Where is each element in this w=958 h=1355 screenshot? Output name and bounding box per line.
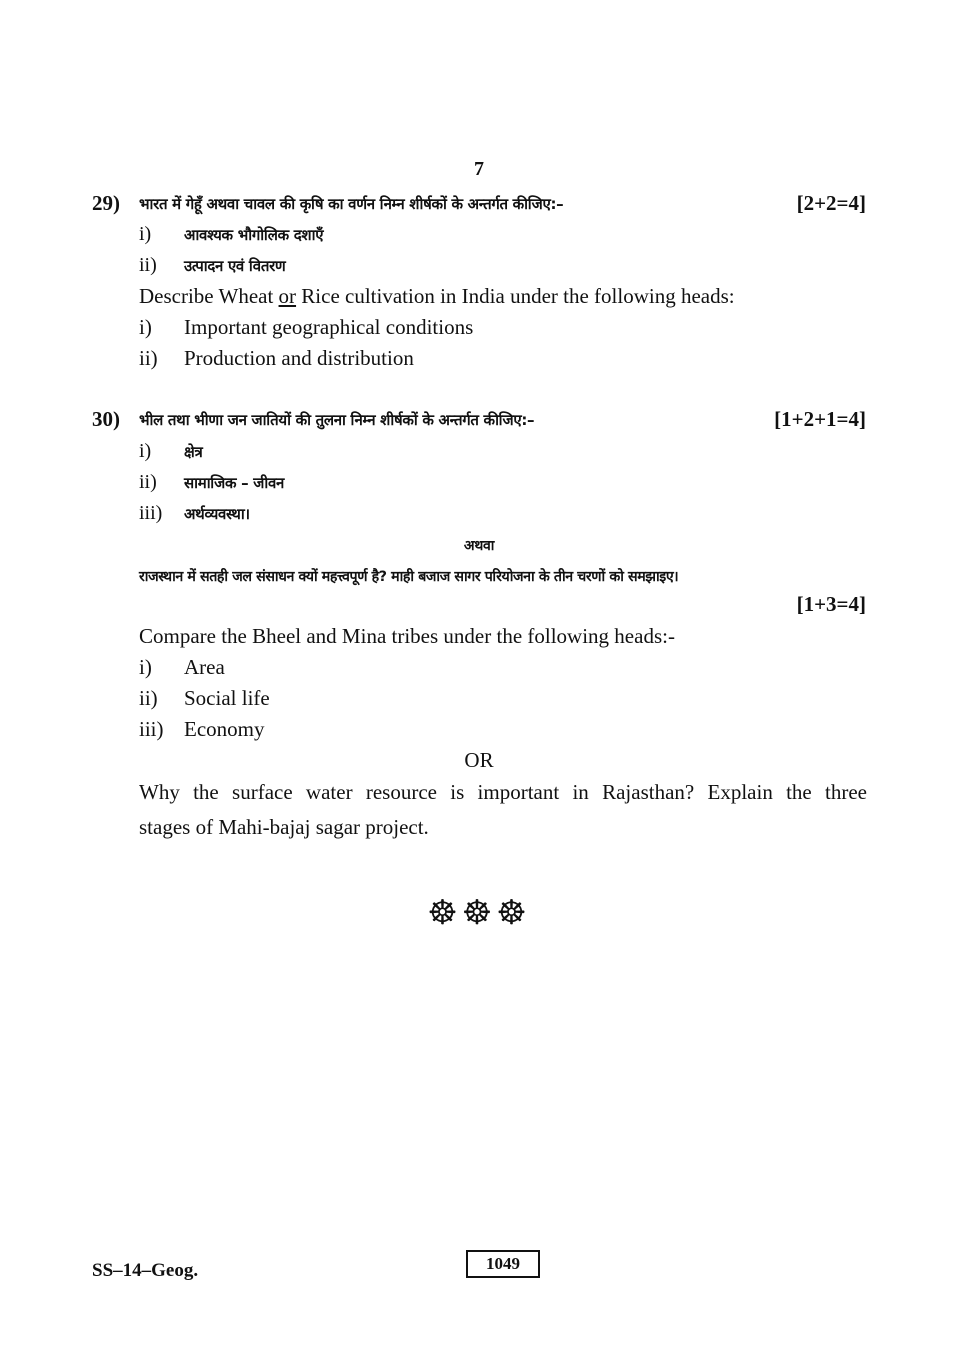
hindi-alternative-question: राजस्थान में सतही जल संसाधन क्यों महत्त्वपूर्ण है? माही बजाज सागर परियोजना के तीन चरणों को समझाइए। [139,569,679,585]
dharma-wheel-ornament-icon: ☸☸☸ [427,893,531,933]
question-hindi-text: भील तथा भीणा जन जातियों की तुलना निम्न शीर्षकों के अन्तर्गत कीजिए:– [139,411,535,429]
english-item-label: i) [139,655,152,679]
hindi-item-label: iii) [139,502,163,524]
english-item-text: Social life [184,686,270,710]
english-item-label: i) [139,315,152,339]
hindi-item-label: i) [139,223,152,245]
question-english-text: Compare the Bheel and Mina tribes under the following heads:- [139,624,675,648]
english-item-text: Economy [184,717,265,741]
english-item-text: Important geographical conditions [184,315,474,339]
question-marks: [2+2=4] [796,191,866,215]
english-alternative-line-2: stages of Mahi-bajaj sagar project. [139,815,429,839]
paper-code: SS–14–Geog. [92,1260,199,1281]
hindi-or-separator: अथवा [463,538,495,554]
english-item-label: iii) [139,717,164,741]
hindi-item-text: आवश्यक भौगोलिक दशाएँ [184,226,324,244]
text-part: Rice cultivation in India under the following heads: [296,284,735,308]
hindi-item-text: क्षेत्र [184,443,203,461]
page-number: 7 [474,158,484,180]
question-english-text [139,284,735,309]
english-item-text: Area [184,655,225,679]
english-alternative-line-1: Why the surface water resource is important in Rajasthan? Explain the three [139,780,867,804]
english-item-label: ii) [139,686,158,710]
text-part: Describe Wheat [139,284,279,308]
question-marks: [1+2+1=4] [774,407,866,431]
hindi-item-label: ii) [139,254,157,276]
paper-serial-box: 1049 [466,1250,540,1278]
hindi-item-label: i) [139,440,152,462]
question-number: 30) [92,407,120,431]
hindi-item-label: ii) [139,471,157,493]
question-number: 29) [92,191,120,215]
hindi-item-text: सामाजिक – जीवन [184,474,285,492]
hindi-item-text: उत्पादन एवं वितरण [184,257,286,275]
underlined-or: or [278,284,297,308]
hindi-item-text: अर्थव्यवस्था। [184,505,250,523]
alternative-marks: [1+3=4] [796,592,866,616]
english-item-label: ii) [139,346,158,370]
question-hindi-text: भारत में गेहूँ अथवा चावल की कृषि का वर्णन निम्न शीर्षकों के अन्तर्गत कीजिए:– [139,195,564,213]
english-item-text: Production and distribution [184,346,414,370]
english-or-separator: OR [464,748,494,772]
